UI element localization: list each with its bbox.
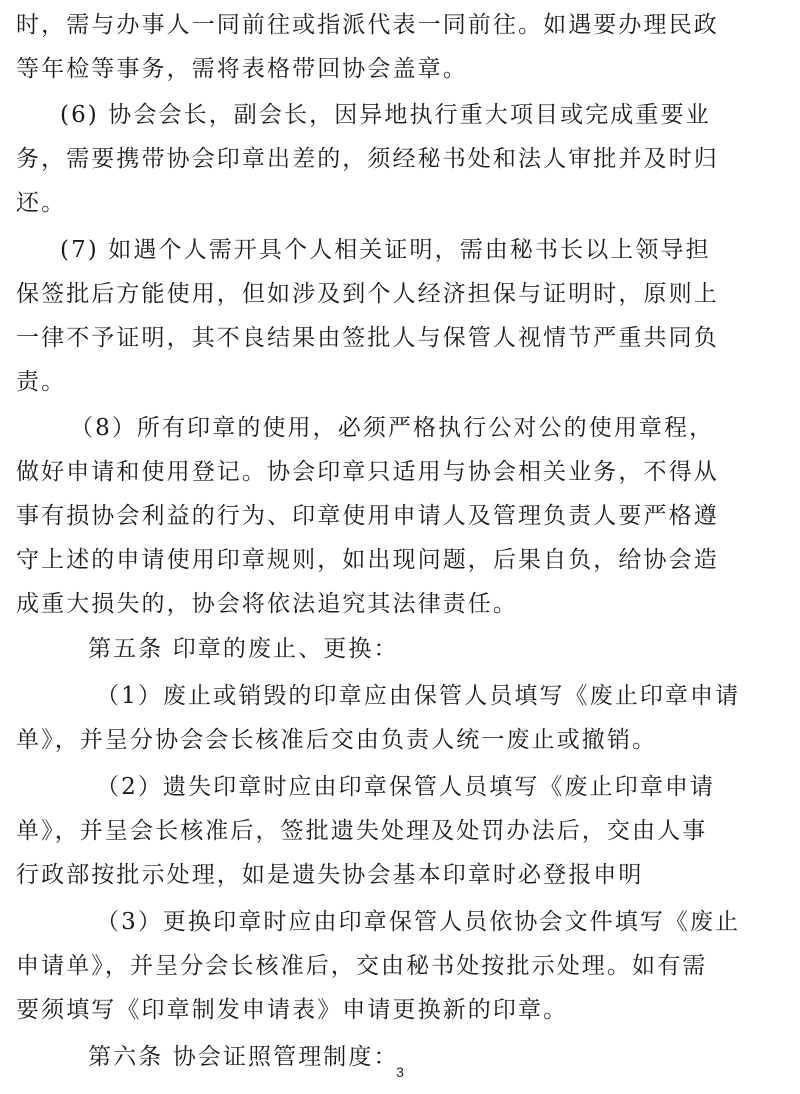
text-line: 行政部按批示处理，如是遗失协会基本印章时必登报申明: [16, 862, 644, 888]
text-line: 保签批后方能使用，但如涉及到个人经济担保与证明时，原则上: [16, 281, 719, 307]
section-heading: 第六条 协会证照管理制度：: [88, 1044, 399, 1070]
text-line: 时，需与办事人一同前往或指派代表一同前往。如遇要办理民政: [16, 12, 719, 38]
text-line: （1）废止或销毁的印章应由保管人员填写《废止印章申请: [96, 683, 741, 709]
text-line: 单》，并呈分协会会长核准后交由负责人统一废止或撤销。: [16, 727, 658, 753]
text-line: 要须填写《印章制发申请表》申请更换新的印章。: [16, 997, 569, 1023]
text-line: 做好申请和使用登记。协会印章只适用与协会相关业务，不得从: [16, 459, 719, 485]
text-line: (6) 协会会长，副会长，因异地执行重大项目或完成重要业: [60, 102, 711, 128]
text-line: 务，需要携带协会印章出差的，须经秘书处和法人审批并及时归: [16, 146, 719, 172]
document-body: [16, 0, 788, 1094]
text-line: （3）更换印章时应由印章保管人员依协会文件填写《废止: [96, 909, 741, 935]
text-line: （2）遗失印章时应由印章保管人员填写《废止印章申请: [96, 774, 716, 800]
text-line: 申请单》，并呈分会长核准后，交由秘书处按批示处理。如有需: [16, 953, 708, 979]
text-line: 一律不予证明，其不良结果由签批人与保管人视情节严重共同负: [16, 325, 719, 351]
text-line: 事有损协会利益的行为、印章使用申请人及管理负责人要严格遵: [16, 503, 719, 529]
text-line: 等年检等事务，需将表格带回协会盖章。: [16, 56, 468, 82]
text-line: 成重大损失的，协会将依法追究其法律责任。: [16, 591, 518, 617]
text-line: 责。: [16, 369, 67, 395]
text-line: (7) 如遇个人需开具个人相关证明，需由秘书长以上领导担: [60, 237, 711, 263]
section-heading: 第五条 印章的废止、更换：: [88, 636, 399, 662]
text-line: （8）所有印章的使用，必须严格执行公对公的使用章程，: [70, 415, 715, 441]
text-line: 守上述的申请使用印章规则，如出现问题，后果自负，给协会造: [16, 547, 719, 573]
text-line: 还。: [16, 190, 67, 216]
page-number: 3: [396, 1064, 404, 1080]
text-line: 单》，并呈会长核准后，签批遗失处理及处罚办法后，交由人事: [16, 818, 708, 844]
